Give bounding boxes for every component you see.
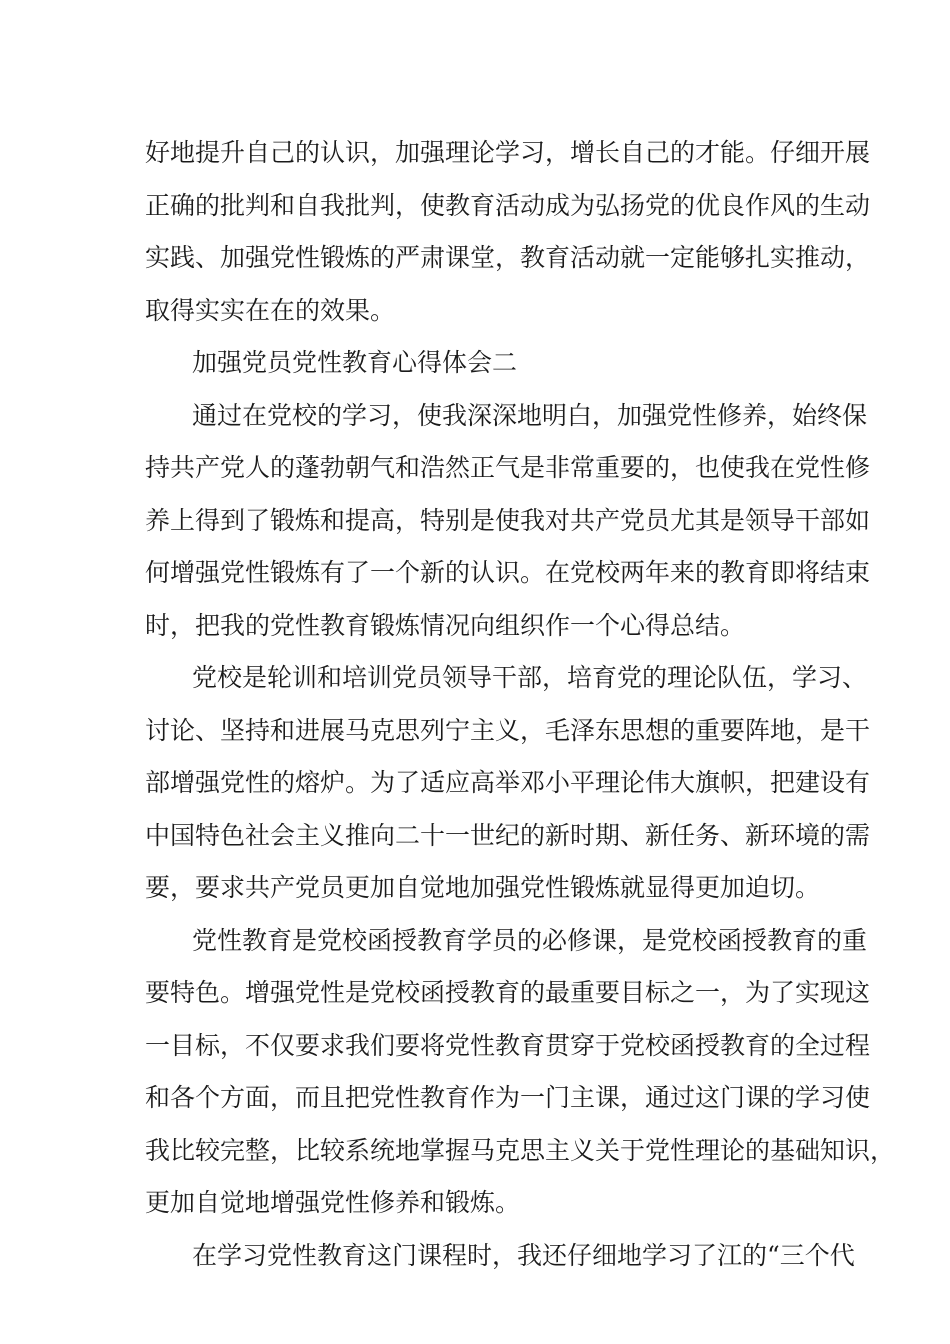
text-line: 要，要求共产党员更加自觉地加强党性锻炼就显得更加迫切。 xyxy=(145,873,821,902)
paragraph-first-line: 通过在党校的学习，使我深深地明白，加强党性修养，始终保 xyxy=(192,400,868,430)
paragraph-first-line: 党校是轮训和培训党员领导干部，培育党的理论队伍，学习、 xyxy=(192,663,868,692)
text-line: 部增强党性的熔炉。为了适应高举邓小平理论伟大旗帜，把建设有 xyxy=(145,768,871,797)
text-line: 实践、加强党性锻炼的严肃课堂，教育活动就一定能够扎实推动， xyxy=(145,243,871,272)
text-line: 持共产党人的蓬勃朝气和浩然正气是非常重要的，也使我在党性修 xyxy=(145,453,871,482)
text-line: 时，把我的党性教育锻炼情况向组织作一个心得总结。 xyxy=(145,610,746,640)
text-line: 中国特色社会主义推向二十一世纪的新时期、新任务、新环境的需 xyxy=(145,820,871,850)
body-text xyxy=(145,127,896,1282)
text-line: 取得实实在在的效果。 xyxy=(145,295,396,325)
text-line: 何增强党性锻炼有了一个新的认识。在党校两年来的教育即将结束 xyxy=(145,558,871,587)
text-line: 正确的批判和自我批判，使教育活动成为弘扬党的优良作风的生动 xyxy=(145,190,871,220)
paragraph-first-line: 加强党员党性教育心得体会二 xyxy=(192,348,518,377)
text-line: 讨论、坚持和进展马克思列宁主义，毛泽东思想的重要阵地，是干 xyxy=(145,715,871,745)
text-line: 要特色。增强党性是党校函授教育的最重要目标之一，为了实现这 xyxy=(145,978,871,1007)
text-line: 养上得到了锻炼和提高，特别是使我对共产党员尤其是领导干部如 xyxy=(145,505,871,535)
text-line: 好地提升自己的认识，加强理论学习，增长自己的才能。仔细开展 xyxy=(145,138,871,167)
paragraph-first-line: 党性教育是党校函授教育学员的必修课，是党校函授教育的重 xyxy=(192,925,868,955)
text-line: 和各个方面，而且把党性教育作为一门主课，通过这门课的学习使 xyxy=(145,1083,871,1112)
text-line: 一目标，不仅要求我们要将党性教育贯穿于党校函授教育的全过程 xyxy=(145,1030,871,1060)
paragraph-first-line: 在学习党性教育这门课程时，我还仔细地学习了江的“三个代 xyxy=(192,1240,855,1270)
text-line: 我比较完整，比较系统地掌握马克思主义关于党性理论的基础知识， xyxy=(145,1135,896,1165)
text-line: 更加自觉地增强党性修养和锻炼。 xyxy=(145,1188,521,1217)
